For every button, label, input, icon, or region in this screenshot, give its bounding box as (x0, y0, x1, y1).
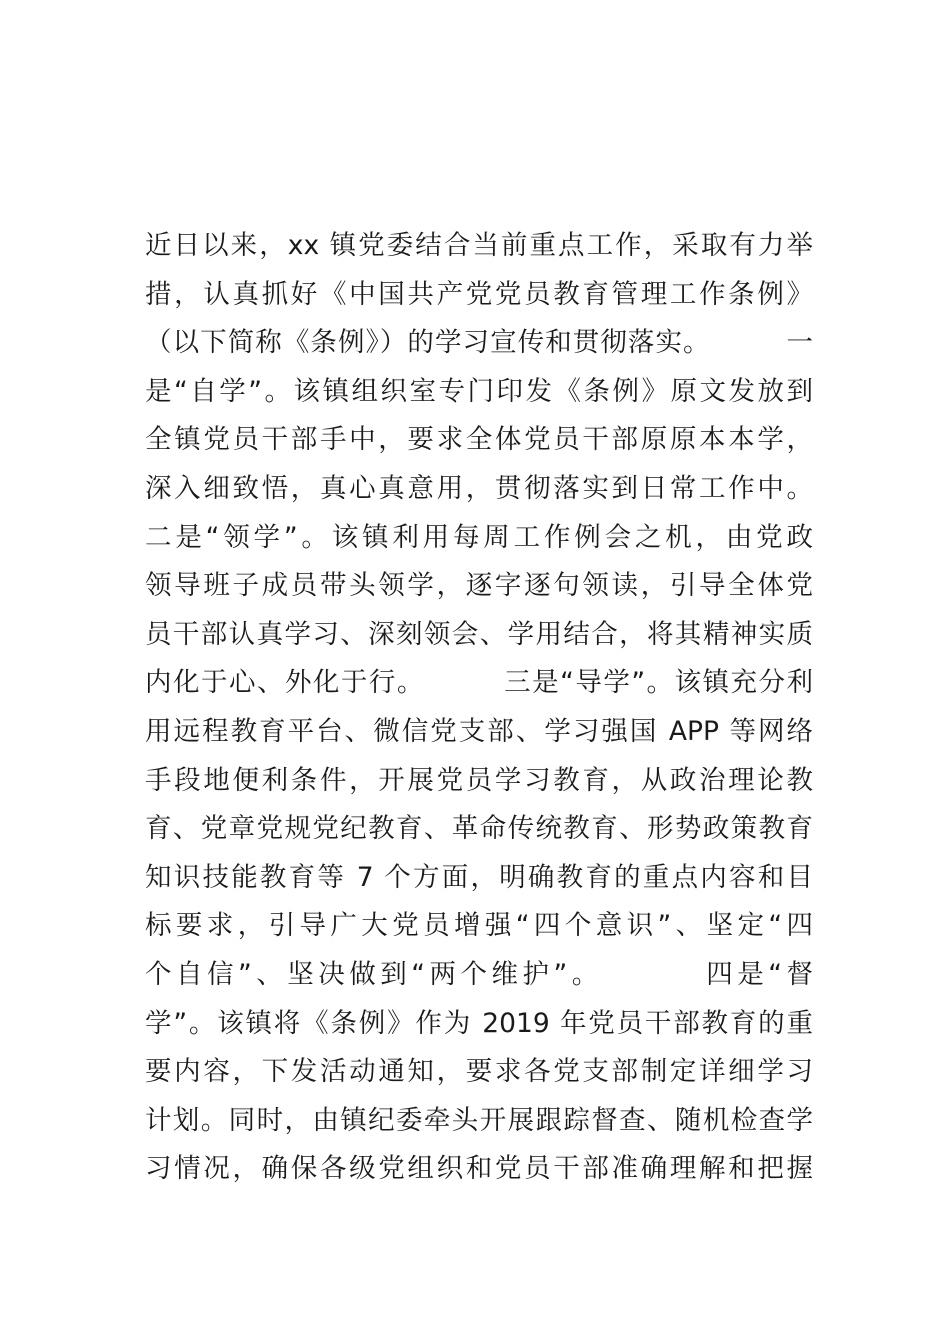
text-line: 用远程教育平台、微信党支部、学习强国 APP 等网络 (145, 715, 813, 747)
text-line: 知识技能教育等 7 个方面，明确教育的重点内容和目 (145, 861, 813, 893)
text-line: 二是“领学”。该镇利用每周工作例会之机，由党政 (145, 521, 813, 553)
text-line: 内化于心、外化于行。 三是“导学”。该镇充分利 (145, 667, 813, 699)
text-line: 领导班子成员带头领学，逐字逐句领读，引导全体党 (145, 570, 813, 602)
text-line: 手段地便利条件，开展党员学习教育，从政治理论教 (145, 764, 813, 796)
text-line: 个自信”、坚决做到“两个维护”。 四是“督 (145, 958, 813, 990)
body-paragraph (145, 222, 813, 1194)
text-line: 要内容，下发活动通知，要求各党支部制定详细学习 (145, 1056, 813, 1088)
text-line: 育、党章党规党纪教育、革命传统教育、形势政策教育 (145, 813, 813, 845)
text-line: 全镇党员干部手中，要求全体党员干部原原本本学， (145, 424, 813, 456)
text-line: 标要求，引导广大党员增强“四个意识”、坚定“四 (145, 910, 813, 942)
text-line: 措，认真抓好《中国共产党党员教育管理工作条例》 (145, 278, 813, 310)
text-line: 近日以来，xx 镇党委结合当前重点工作，采取有力举 (145, 230, 813, 261)
text-line: 学”。该镇将《条例》作为 2019 年党员干部教育的重 (145, 1007, 813, 1039)
text-line: 是“自学”。该镇组织室专门印发《条例》原文发放到 (145, 375, 813, 407)
text-line: 深入细致悟，真心真意用，贯彻落实到日常工作中。 (145, 472, 813, 504)
text-line: 员干部认真学习、深刻领会、学用结合，将其精神实质 (145, 618, 813, 650)
text-line: 习情况，确保各级党组织和党员干部准确理解和把握 (145, 1153, 813, 1185)
text-line: （以下简称《条例》）的学习宣传和贯彻落实。 一 (145, 327, 813, 359)
text-line: 计划。同时，由镇纪委牵头开展跟踪督查、随机检查学 (145, 1104, 813, 1136)
